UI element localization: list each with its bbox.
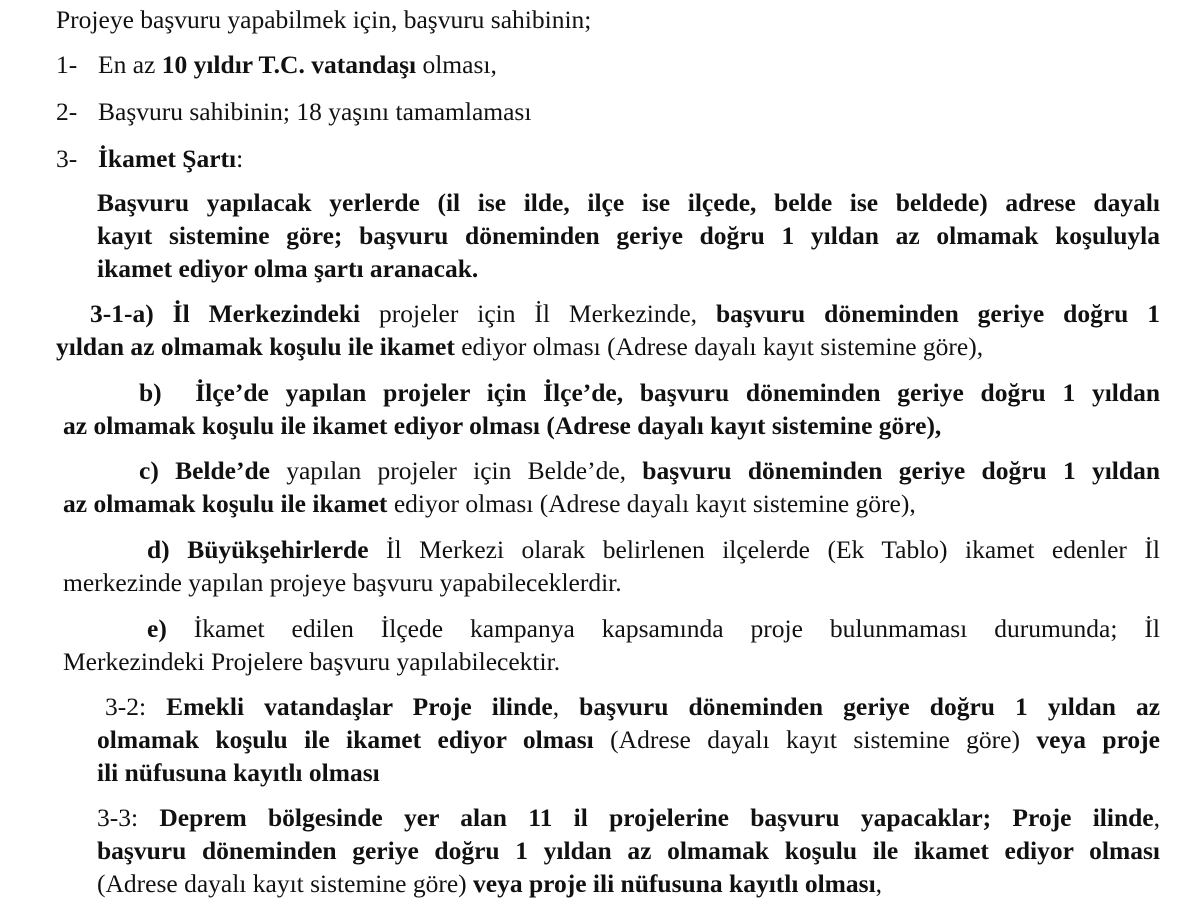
residency-rule: Başvuru yapılacak yerlerde (il ise ilde, ilçe ise ilçede, belde ise beldede) adrese dayalı kayıt sistemine göre; başvuru döneminden geriye doğru 1 yıldan az olmamak koşuluyla ikamet ediyor olma şartı aranacak. — [97, 188, 1160, 283]
item-2: 2- Başvuru sahibinin; 18 yaşını tamamlaması — [56, 97, 532, 126]
clause-3-1-e-label: e) — [147, 614, 167, 643]
clause-3-2: 3-2: Emekli vatandaşlar Proje ilinde, başvuru döneminden geriye doğru 1 yıldan az olmamak koşulu ile ikamet ediyor olması (Adrese dayalı kayıt sistemine göre) veya proje ili nüfusuna kayıtlı olması — [97, 692, 1161, 787]
clause-3-1-c-label: c) — [139, 456, 159, 485]
item-3-number: 3- — [56, 144, 78, 173]
clause-3-2-label: 3-2: — [105, 692, 147, 721]
clause-3-1-a: 3-1-a) İl Merkezindeki projeler için İl Merkezinde, başvuru döneminden geriye doğru 1 yıldan az olmamak koşulu ile ikamet ediyor olması (Adrese dayalı kayıt sistemine göre), — [56, 299, 1160, 361]
clause-3-1-b-label: b) — [139, 378, 162, 407]
item-1: 1- En az 10 yıldır T.C. vatandaşı olması, — [56, 50, 497, 79]
clause-3-3: 3-3: Deprem bölgesinde yer alan 11 il projelerine başvuru yapacaklar; Proje ilinde, başvuru döneminden geriye doğru 1 yıldan az olmamak koşulu ile ikamet ediyor olması (Adrese dayalı kayıt sistemine göre) veya proje ili nüfusuna kayıtlı olması, — [97, 803, 1161, 898]
item-1-number: 1- — [56, 50, 78, 79]
clause-3-1-d-label: d) — [147, 535, 170, 564]
clause-3-3-label: 3-3: — [97, 803, 139, 832]
clause-3-1-b: b) İlçe’de yapılan projeler için İlçe’de, başvuru döneminden geriye doğru 1 yıldan az olmamak koşulu ile ikamet ediyor olması (Adrese dayalı kayıt sistemine göre), — [63, 378, 1161, 440]
item-3-title: İkamet Şartı — [98, 144, 237, 173]
item-1-bold: 10 yıldır T.C. vatandaşı — [161, 50, 417, 79]
clause-3-1-a-label: 3-1-a) — [90, 299, 154, 328]
intro-line: Projeye başvuru yapabilmek için, başvuru sahibinin; — [56, 5, 592, 34]
item-2-number: 2- — [56, 97, 78, 126]
item-3-heading: 3- İkamet Şartı: — [56, 144, 244, 173]
clause-3-1-d: d) Büyükşehirlerde İl Merkezi olarak belirlenen ilçelerde (Ek Tablo) ikamet edenler İl merkezinde yapılan projeye başvuru yapabileceklerdir. — [63, 535, 1160, 597]
clause-3-1-e: e) İkamet edilen İlçede kampanya kapsamında proje bulunmaması durumunda; İl Merkezindeki Projelere başvuru yapılabilecektir. — [63, 614, 1160, 676]
clause-3-1-c: c) Belde’de yapılan projeler için Belde’de, başvuru döneminden geriye doğru 1 yıldan az olmamak koşulu ile ikamet ediyor olması (Adrese dayalı kayıt sistemine göre), — [63, 456, 1160, 518]
